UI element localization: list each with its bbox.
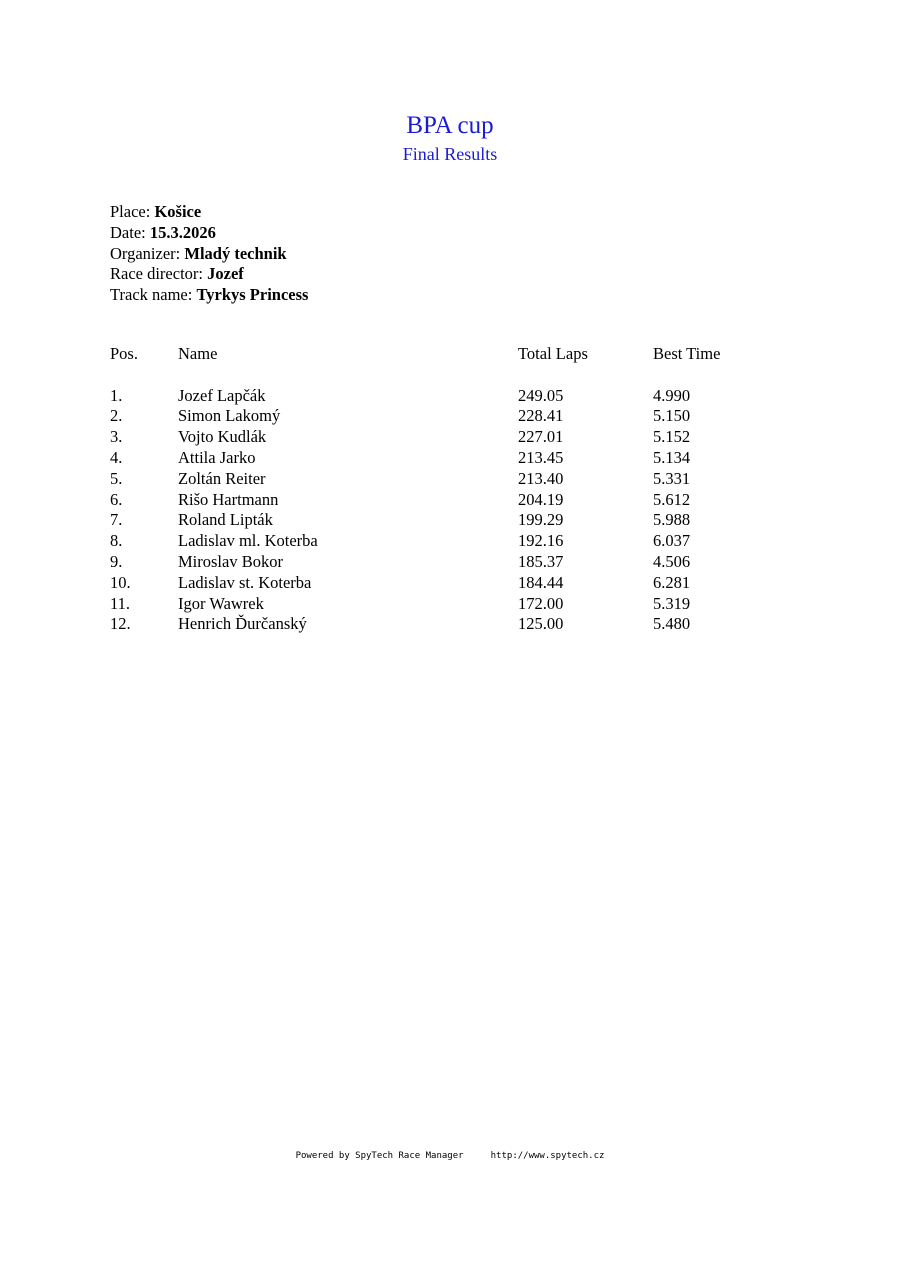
row-total-laps: 249.05	[518, 385, 564, 405]
info-organizer	[110, 244, 308, 265]
row-best-time: 6.281	[653, 572, 691, 592]
row-name: Vojto Kudlák	[178, 427, 267, 447]
row-best-time: 5.612	[653, 489, 691, 509]
row-pos: 9.	[110, 551, 123, 571]
table-row	[110, 531, 810, 552]
info-value: 15.3.2026	[149, 222, 216, 242]
row-name: Henrich Ďurčanský	[178, 614, 307, 634]
row-pos: 2.	[110, 406, 123, 426]
row-pos: 6.	[110, 489, 123, 509]
row-best-time: 5.150	[653, 406, 691, 426]
row-best-time: 4.990	[653, 385, 691, 405]
row-best-time: 5.480	[653, 614, 691, 634]
info-date	[110, 223, 308, 244]
row-best-time: 5.319	[653, 593, 691, 613]
table-row	[110, 406, 810, 427]
row-name: Simon Lakomý	[178, 406, 281, 426]
row-best-time: 5.988	[653, 510, 691, 530]
document-title: BPA cup	[406, 112, 494, 139]
row-pos: 7.	[110, 510, 123, 530]
info-label: Date:	[110, 222, 150, 242]
row-pos: 12.	[110, 614, 131, 634]
table-row	[110, 448, 810, 469]
results-table	[110, 344, 810, 635]
row-name: Ladislav st. Koterba	[178, 572, 312, 592]
row-total-laps: 184.44	[518, 572, 564, 592]
table-row	[110, 594, 810, 615]
info-place	[110, 202, 308, 223]
row-pos: 11.	[110, 593, 131, 613]
row-pos: 3.	[110, 427, 123, 447]
row-best-time: 5.134	[653, 447, 691, 467]
row-name: Igor Wawrek	[178, 593, 264, 613]
row-total-laps: 125.00	[518, 614, 564, 634]
row-pos: 4.	[110, 447, 123, 467]
header-name: Name	[178, 344, 218, 363]
row-total-laps: 213.45	[518, 447, 564, 467]
table-header	[110, 344, 810, 365]
table-row	[110, 614, 810, 635]
row-total-laps: 213.40	[518, 468, 564, 488]
row-best-time: 6.037	[653, 531, 691, 551]
row-total-laps: 227.01	[518, 427, 564, 447]
event-info	[110, 202, 308, 306]
row-name: Roland Lipták	[178, 510, 273, 530]
row-total-laps: 228.41	[518, 406, 564, 426]
row-pos: 5.	[110, 468, 123, 488]
info-label: Organizer:	[110, 243, 185, 263]
row-total-laps: 199.29	[518, 510, 564, 530]
footer-powered-by: Powered by SpyTech Race Manager	[295, 1151, 464, 1161]
info-value: Mladý technik	[184, 243, 287, 263]
info-value: Košice	[154, 202, 202, 221]
table-body	[110, 386, 810, 636]
info-label: Place:	[110, 202, 155, 221]
info-label: Track name:	[110, 285, 197, 305]
info-value: Jozef	[207, 264, 244, 284]
row-pos: 8.	[110, 531, 123, 551]
table-row	[110, 510, 810, 531]
row-total-laps: 204.19	[518, 489, 564, 509]
table-row	[110, 427, 810, 448]
footer-url: http://www.spytech.cz	[490, 1151, 605, 1161]
table-row	[110, 490, 810, 511]
row-best-time: 4.506	[653, 551, 691, 571]
table-row	[110, 386, 810, 407]
header-best-time: Best Time	[653, 344, 721, 363]
row-name: Attila Jarko	[178, 447, 256, 467]
info-track-name	[110, 285, 308, 306]
row-name: Rišo Hartmann	[178, 489, 279, 509]
row-pos: 1.	[110, 385, 123, 405]
row-name: Zoltán Reiter	[178, 468, 266, 488]
table-row	[110, 573, 810, 594]
info-label: Race director:	[110, 264, 208, 284]
table-row	[110, 469, 810, 490]
row-pos: 10.	[110, 572, 131, 592]
document-subtitle: Final Results	[402, 144, 498, 164]
table-row	[110, 552, 810, 573]
header-pos: Pos.	[110, 344, 138, 363]
row-name: Jozef Lapčák	[178, 385, 266, 405]
row-total-laps: 172.00	[518, 593, 564, 613]
info-value: Tyrkys Princess	[196, 285, 309, 305]
row-best-time: 5.331	[653, 468, 691, 488]
info-race-director	[110, 264, 308, 285]
footer	[0, 1150, 900, 1162]
row-name: Ladislav ml. Koterba	[178, 531, 318, 551]
row-name: Miroslav Bokor	[178, 551, 283, 571]
row-best-time: 5.152	[653, 427, 691, 447]
row-total-laps: 185.37	[518, 551, 564, 571]
row-total-laps: 192.16	[518, 531, 564, 551]
header-total-laps: Total Laps	[518, 344, 588, 363]
